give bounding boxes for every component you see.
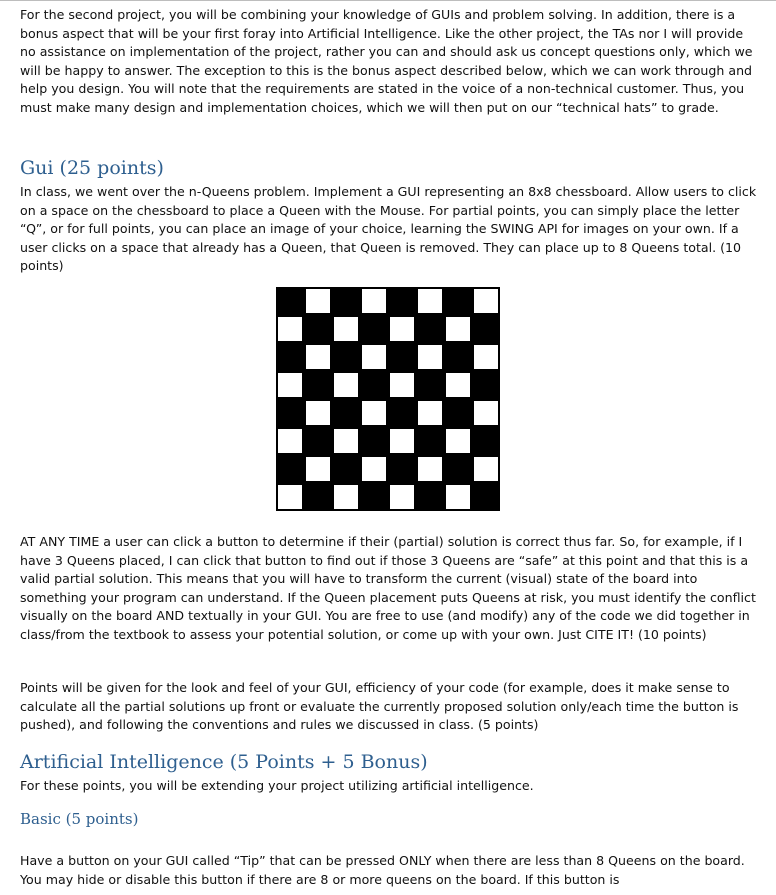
board-square	[360, 483, 388, 511]
board-square	[332, 455, 360, 483]
gui-paragraph-1: In class, we went over the n-Queens problem. Implement a GUI representing an 8x8 chessboard. Allow users to click on a space on the chessboard to place a Queen with the Mouse. For partial points, you can simply place the letter “Q”, or for full points, you can place an image of your choice, learning the SWING API for images on your own. If a user clicks on a space that already has a Queen, that Queen is removed. They can place up to 8 Queens total. (10 points)	[20, 184, 757, 274]
board-square	[332, 483, 360, 511]
gui-paragraph-2: AT ANY TIME a user can click a button to determine if their (partial) solution is correct thus far. So, for example, if I have 3 Queens placed, I can click that button to find out if those 3 Queens are “safe” at this point and that this is a valid partial solution. This means that you will have to transform the current (visual) state of the board into something your program can understand. If the Queen placement puts Queens at risk, you must identify the conflict visually on the board AND textually in your GUI. You are free to use (and modify) any of the code we did together in class/from the textbook to assess your potential solution, or come up with your own. Just CITE IT! (10 points)	[20, 534, 756, 642]
board-square	[416, 287, 444, 315]
board-square	[388, 287, 416, 315]
board-square	[360, 287, 388, 315]
board-square	[444, 483, 472, 511]
board-square	[304, 343, 332, 371]
board-square	[360, 343, 388, 371]
board-square	[304, 427, 332, 455]
gui-section-heading: Gui (25 points)	[20, 157, 164, 179]
board-square	[276, 315, 304, 343]
basic-paragraph: Have a button on your GUI called “Tip” that can be pressed ONLY when there are less than 8 Queens on the board. You may hide or disable this button if there are 8 or more queens on the board. If this button is	[20, 853, 745, 887]
gui-paragraph-3: Points will be given for the look and feel of your GUI, efficiency of your code (for example, does it make sense to calculate all the partial solutions up front or evaluate the currently proposed solution only/each time the button is pushed), and following the conventions and rules we discussed in class. (5 points)	[20, 680, 739, 733]
board-square	[332, 315, 360, 343]
board-square	[332, 287, 360, 315]
board-square	[444, 371, 472, 399]
board-square	[360, 399, 388, 427]
board-square	[360, 427, 388, 455]
board-square	[444, 427, 472, 455]
board-square	[472, 287, 500, 315]
board-square	[332, 399, 360, 427]
board-square	[416, 427, 444, 455]
board-square	[304, 455, 332, 483]
page-top-border	[0, 0, 776, 1]
board-square	[416, 315, 444, 343]
board-square	[304, 287, 332, 315]
board-square	[444, 343, 472, 371]
board-square	[304, 399, 332, 427]
ai-paragraph: For these points, you will be extending your project utilizing artificial intelligence.	[20, 778, 534, 793]
ai-section-heading: Artificial Intelligence (5 Points + 5 Bonus)	[20, 751, 428, 773]
board-square	[472, 371, 500, 399]
board-square	[388, 399, 416, 427]
board-square	[276, 455, 304, 483]
board-square	[444, 399, 472, 427]
board-square	[472, 483, 500, 511]
board-square	[360, 455, 388, 483]
board-square	[304, 315, 332, 343]
board-square	[472, 343, 500, 371]
board-square	[276, 399, 304, 427]
board-square	[332, 343, 360, 371]
board-square	[360, 315, 388, 343]
board-square	[332, 371, 360, 399]
board-square	[416, 399, 444, 427]
board-square	[276, 287, 304, 315]
board-square	[472, 455, 500, 483]
board-square	[276, 427, 304, 455]
board-square	[304, 483, 332, 511]
board-square	[416, 371, 444, 399]
board-square	[388, 483, 416, 511]
board-square	[444, 315, 472, 343]
board-square	[388, 427, 416, 455]
intro-paragraph: For the second project, you will be combining your knowledge of GUIs and problem solving. In addition, there is a bonus aspect that will be your first foray into Artificial Intelligence. Like the other project, the TAs nor I will provide no assistance on implementation of the project, rather you can and should ask us concept questions only, which we will be happy to answer. The exception to this is the bonus aspect described below, which we can work through and help you design. You will note that the requirements are stated in the voice of a non-technical customer. Thus, you must make many design and implementation choices, which we will then put on our “technical hats” to grade.	[20, 7, 753, 115]
chessboard-image	[276, 287, 500, 511]
board-square	[416, 483, 444, 511]
board-square	[472, 315, 500, 343]
board-square	[304, 371, 332, 399]
board-square	[360, 371, 388, 399]
board-square	[416, 343, 444, 371]
basic-subheading: Basic (5 points)	[20, 810, 139, 828]
board-square	[444, 287, 472, 315]
board-square	[472, 427, 500, 455]
board-square	[388, 315, 416, 343]
board-square	[276, 371, 304, 399]
board-square	[332, 427, 360, 455]
board-square	[388, 371, 416, 399]
board-square	[276, 343, 304, 371]
board-square	[388, 455, 416, 483]
board-square	[472, 399, 500, 427]
board-square	[444, 455, 472, 483]
board-square	[416, 455, 444, 483]
board-square	[388, 343, 416, 371]
board-square	[276, 483, 304, 511]
